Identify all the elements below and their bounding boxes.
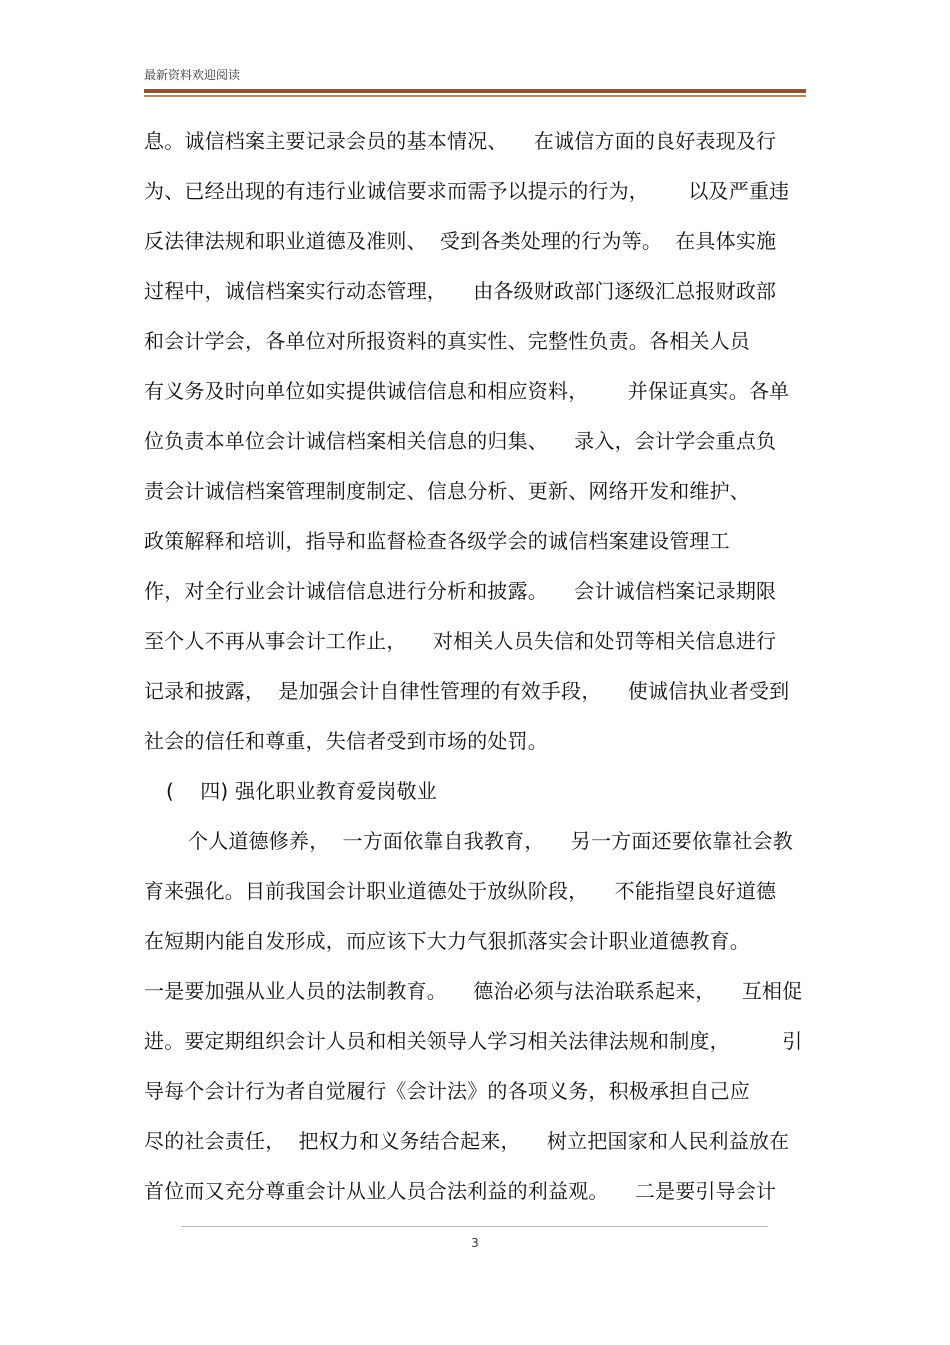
- text-line: 在短期内能自发形成，而应该下大力气狠抓落实会计职业道德教育。: [144, 929, 750, 953]
- text-line: 位负责本单位会计诚信档案相关信息的归集、 录入，会计学会重点负: [144, 429, 777, 453]
- header-rule-thick: [144, 89, 806, 93]
- text-line: 为、已经出现的有违行业诚信要求而需予以提示的行为， 以及严重违: [144, 179, 790, 203]
- text-line: 过程中，诚信档案实行动态管理， 由各级财政部门逐级汇总报财政部: [144, 279, 777, 303]
- text-line: 反法律法规和职业道德及准则、 受到各类处理的行为等。 在具体实施: [144, 229, 777, 253]
- text-line: 导每个会计行为者自觉履行《会计法》的各项义务，积极承担自己应: [144, 1079, 750, 1103]
- text-line: 记录和披露， 是加强会计自律性管理的有效手段， 使诚信执业者受到: [144, 679, 790, 703]
- text-line: 政策解释和培训，指导和监督检查各级学会的诚信档案建设管理工: [144, 529, 730, 553]
- page-header-text: 最新资料欢迎阅读: [144, 68, 241, 82]
- header-rule-thin: [144, 95, 806, 97]
- text-line: 一是要加强从业人员的法制教育。 德治必须与法治联系起来， 互相促: [144, 979, 803, 1003]
- text-line: 和会计学会，各单位对所报资料的真实性、完整性负责。各相关人员: [144, 329, 750, 353]
- text-line: 社会的信任和尊重，失信者受到市场的处罚。: [144, 729, 548, 753]
- text-line: 责会计诚信档案管理制度制定、信息分析、更新、网络开发和维护、: [144, 479, 750, 503]
- section-heading: ( 四) 强化职业教育爱岗敬业: [166, 779, 437, 803]
- text-line: 至个人不再从事会计工作止， 对相关人员失信和处罚等相关信息进行: [144, 629, 777, 653]
- text-line: 个人道德修养， 一方面依靠自我教育， 另一方面还要依靠社会教: [188, 829, 793, 853]
- text-line: 息。诚信档案主要记录会员的基本情况、 在诚信方面的良好表现及行: [144, 129, 777, 153]
- text-line: 有义务及时向单位如实提供诚信信息和相应资料， 并保证真实。各单: [144, 379, 790, 403]
- text-line: 进。要定期组织会计人员和相关领导人学习相关法律法规和制度， 引: [144, 1029, 803, 1053]
- body-text: [144, 121, 824, 1221]
- text-line: 首位而又充分尊重会计从业人员合法利益的利益观。 二是要引导会计: [144, 1179, 777, 1203]
- text-line: 尽的社会责任， 把权力和义务结合起来， 树立把国家和人民利益放在: [144, 1129, 790, 1153]
- page-number: 3: [471, 1236, 479, 1250]
- text-line: 作，对全行业会计诚信信息进行分析和披露。 会计诚信档案记录期限: [144, 579, 777, 603]
- footer-rule: [181, 1226, 768, 1227]
- text-line: 育来强化。目前我国会计职业道德处于放纵阶段， 不能指望良好道德: [144, 879, 777, 903]
